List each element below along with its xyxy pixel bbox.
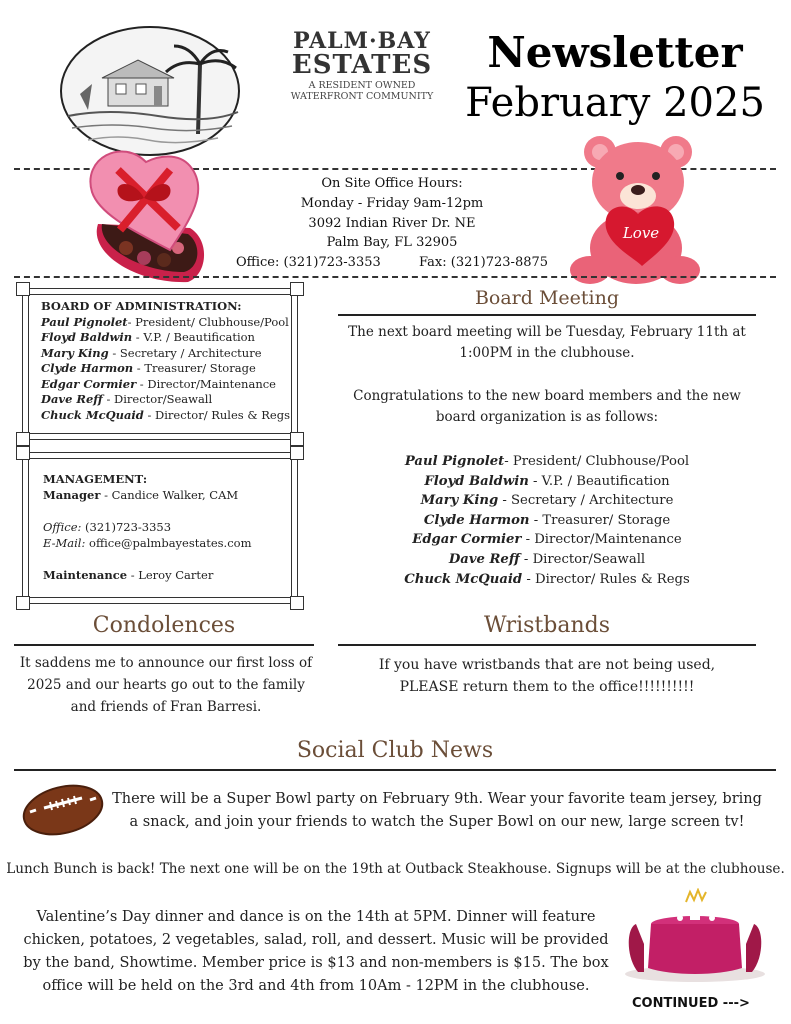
- valentine-text: Valentine’s Day dinner and dance is on the 14th at 5PM. Dinner will feature chicken, potatoes, 2 vegetables, salad, roll, and dessert. Music will be provided by the band, Showtime. Member price is $13 and non-members is $15. The box office will be held on the 3rd and 4th from 10Am - 12PM in the clubhouse.: [23, 909, 609, 994]
- office-address-city: Palm Bay, FL 32905: [326, 235, 458, 251]
- lunch-bunch-text: Lunch Bunch is back! The next one will be on the 19th at Outback Steakhouse. Signups will be at the clubhouse.: [6, 861, 785, 877]
- management-maintenance: Maintenance - Leroy Carter: [43, 568, 214, 582]
- office-hours: Monday - Friday 9am-12pm: [300, 195, 484, 211]
- board-member-list: [338, 452, 756, 589]
- board-box-member: Paul Pignolet- President/ Clubhouse/Pool: [41, 314, 289, 329]
- social-club-heading: Social Club News: [296, 738, 494, 763]
- board-meeting-text: The next board meeting will be Tuesday, February 11th at 1:00PM in the clubhouse.: [348, 324, 746, 361]
- board-congrats-text: Congratulations to the new board members and the new board organization is as follows:: [353, 388, 741, 425]
- football-icon: [22, 782, 104, 838]
- board-member: Floyd Baldwin - V.P. / Beautification: [424, 473, 670, 489]
- logo-tagline-2: WATERFRONT COMMUNITY: [290, 91, 434, 102]
- board-box-member: Clyde Harmon - Treasurer/ Storage: [41, 361, 256, 375]
- superbowl-text: There will be a Super Bowl party on February 9th. Wear your favorite team jersey, bring a snack, and join your friends to watch the Super Bowl on our new, large screen tv!: [112, 791, 762, 830]
- condolences-rule: [14, 644, 314, 646]
- wristbands-text: If you have wristbands that are not being used, PLEASE return them to the office!!!!!!!!!!: [378, 657, 716, 695]
- board-box-title: BOARD OF ADMINISTRATION:: [41, 299, 242, 313]
- office-hours-label: On Site Office Hours:: [321, 176, 463, 191]
- teddy-bear-icon: [566, 130, 706, 286]
- logo-name-2: ESTATES: [291, 50, 433, 80]
- office-phone: Office: (321)723-3353: [235, 255, 381, 271]
- board-box-member: Floyd Baldwin - V.P. / Beautification: [41, 330, 255, 344]
- office-address-street: 3092 Indian River Dr. NE: [308, 215, 476, 231]
- continued-label: CONTINUED --->: [632, 996, 750, 1011]
- board-member: Paul Pignolet- President/ Clubhouse/Pool: [404, 454, 690, 469]
- header-divider-bottom: [14, 276, 776, 278]
- management-box: [22, 452, 298, 604]
- board-box-member: Chuck McQuaid - Director/ Rules & Regs: [41, 407, 290, 422]
- board-member: Chuck McQuaid - Director/ Rules & Regs: [404, 571, 690, 587]
- board-member: Mary King - Secretary / Architecture: [420, 493, 674, 509]
- board-box-member: Edgar Cormier - Director/Maintenance: [41, 376, 276, 391]
- wristbands-heading: Wristbands: [483, 613, 611, 638]
- social-club-rule: [14, 769, 776, 771]
- newsletter-title: Newsletter: [487, 28, 743, 77]
- office-phones: [232, 253, 552, 273]
- management-email: E-Mail: office@palmbayestates.com: [43, 536, 252, 550]
- board-meeting-heading: Board Meeting: [474, 287, 620, 309]
- management-office-phone: Office: (321)723-3353: [43, 520, 172, 534]
- newsletter-date: February 2025: [465, 80, 765, 126]
- board-box-member: Mary King - Secretary / Architecture: [41, 345, 262, 360]
- office-info: [232, 174, 552, 273]
- site-logo-text: [262, 30, 462, 102]
- dinner-table-icon: [622, 888, 768, 984]
- condolences-text: It saddens me to announce our first loss of 2025 and our hearts go out to the family and friends of Fran Barresi.: [19, 655, 313, 715]
- community-logo-illustration: [58, 24, 242, 158]
- office-fax: Fax: (321)723-8875: [419, 255, 549, 271]
- logo-name: PALM·BAY: [293, 28, 431, 54]
- board-meeting-rule: [338, 314, 756, 316]
- board-member: Clyde Harmon - Treasurer/ Storage: [423, 512, 671, 528]
- board-member: Dave Reff - Director/Seawall: [448, 551, 646, 567]
- management-manager: Manager - Candice Walker, CAM: [43, 488, 239, 502]
- love-heart-text: Love: [622, 224, 660, 242]
- wristbands-rule: [338, 644, 756, 646]
- board-box-member: Dave Reff - Director/Seawall: [41, 392, 213, 406]
- board-of-administration-box: [22, 288, 298, 440]
- logo-tagline-1: A RESIDENT OWNED: [308, 80, 416, 91]
- management-title: MANAGEMENT:: [43, 472, 148, 486]
- heart-box-icon: [78, 144, 212, 286]
- board-member: Edgar Cormier - Director/Maintenance: [412, 532, 682, 548]
- condolences-heading: Condolences: [92, 613, 236, 638]
